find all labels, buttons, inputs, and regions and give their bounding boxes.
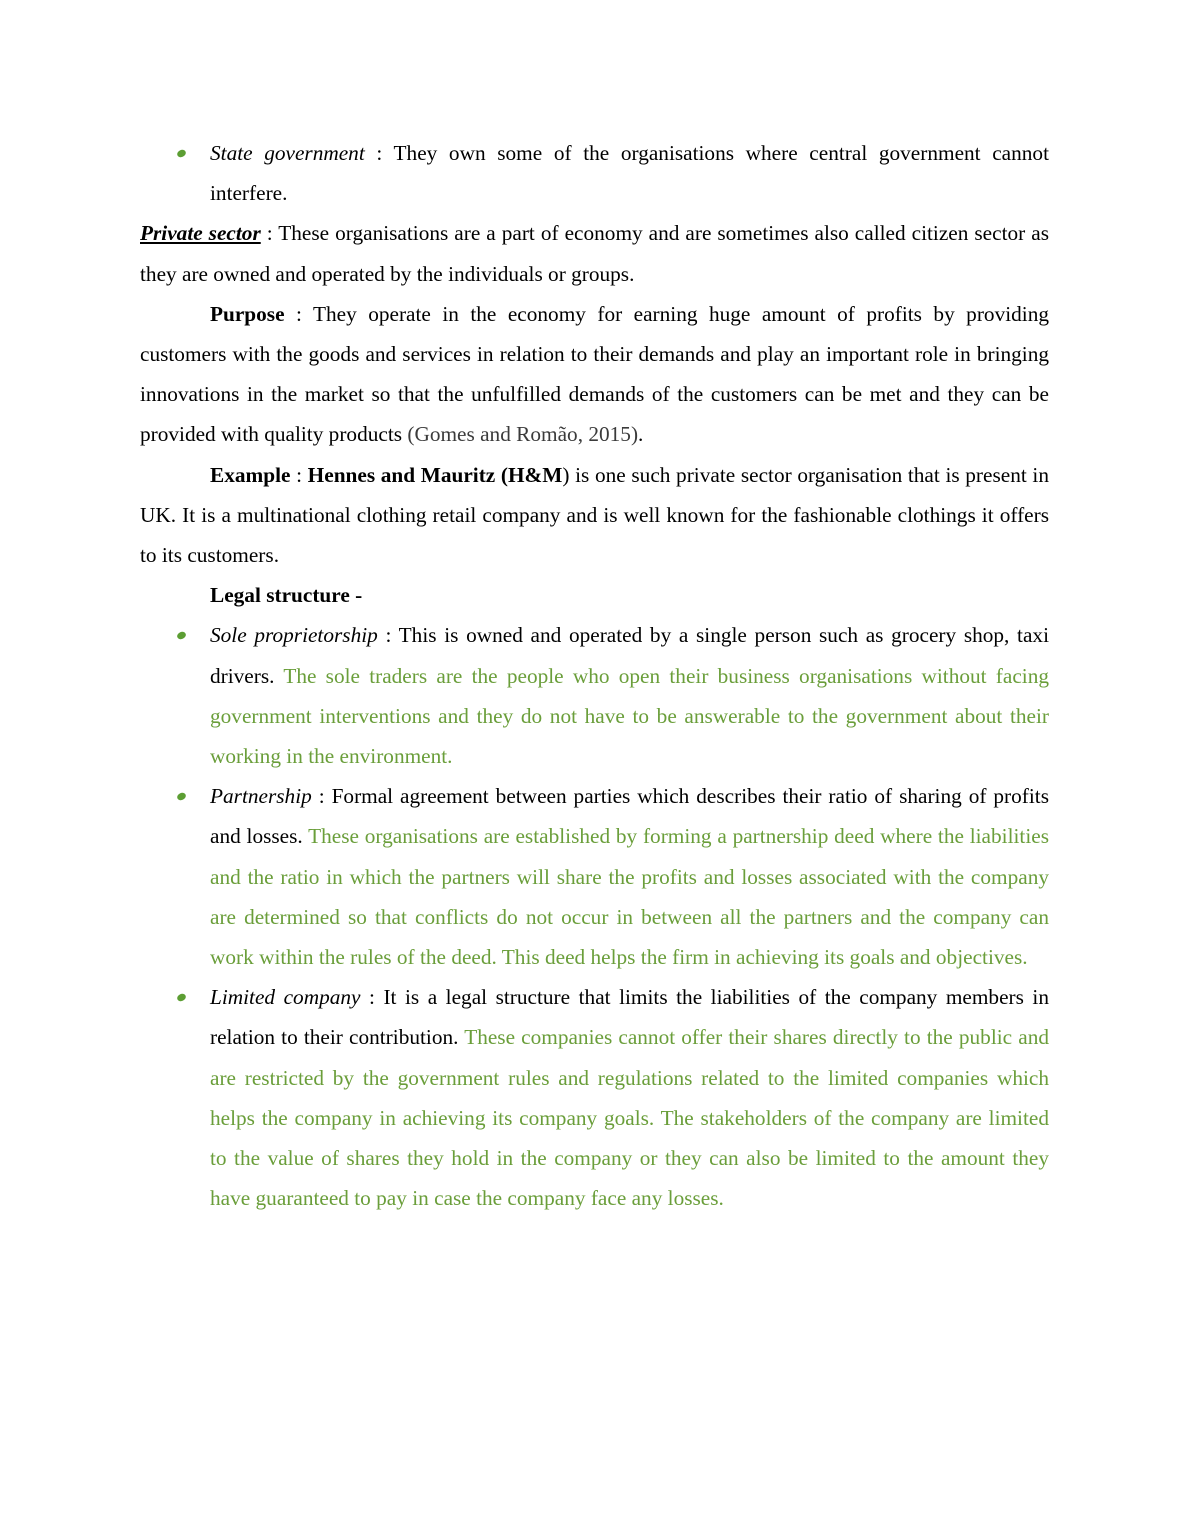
separator: : <box>284 301 313 326</box>
private-sector-term: Private sector <box>140 221 261 246</box>
item-green-text: These companies cannot offer their shares directly to the public and are restricted by the government rules and regulations related to the limited companies which helps the company in achieving its company goals. The stakeholders of the company are limited to the value of shares they hold in the company or they can also be limited to the amount they have guaranteed to pay in case the company face any losses. <box>210 1025 1049 1211</box>
item-term: Limited company <box>210 985 361 1010</box>
legal-structure-item-limited-company <box>140 977 1049 1218</box>
state-government-text: They own some of the organisations where central government cannot interfere. <box>210 141 1049 206</box>
item-text: This is owned and operated by a single person such as grocery shop, taxi drivers. <box>210 623 1049 688</box>
separator: : <box>290 462 308 487</box>
purpose-paragraph <box>140 294 1049 455</box>
item-green-text: These organisations are established by forming a partnership deed where the liabilities and the ratio in which the partners will share the profits and losses associated with the company are determined so that conflicts do not occur in between all the partners and the company can work within the rules of the deed. This deed helps the firm in achieving its goals and objectives. <box>210 824 1049 970</box>
bullet-icon <box>175 776 195 816</box>
separator: : <box>260 221 279 246</box>
state-government-item <box>140 133 1049 213</box>
bullet-icon <box>175 977 195 1017</box>
item-green-text: The sole traders are the people who open their business organisations without facing government interventions and they do not have to be answerable to the government about their working in the environment. <box>210 663 1049 769</box>
purpose-end: . <box>638 422 644 447</box>
item-text: Formal agreement between parties which describes their ratio of sharing of profits and losses. <box>210 784 1049 849</box>
purpose-citation: (Gomes and Romão, 2015) <box>407 422 639 447</box>
bullet-icon <box>175 615 195 655</box>
private-sector-paragraph <box>140 213 1049 293</box>
legal-structure-item-sole-proprietorship <box>140 615 1049 776</box>
separator: : <box>360 985 384 1010</box>
bullet-icon <box>175 133 195 173</box>
document-page <box>140 133 1049 1218</box>
example-label: Example <box>210 462 291 487</box>
item-text: It is a legal structure that limits the liabilities of the company members in relation to their contribution. <box>210 985 1049 1050</box>
example-company: Hennes and Mauritz (H&M <box>307 462 563 487</box>
legal-structure-heading: Legal structure - <box>210 583 363 608</box>
purpose-text: They operate in the economy for earning huge amount of profits by providing customers with the goods and services in relation to their demands and play an important role in bringing innovations in the market so that the unfulfilled demands of the customers can be met and they can be provided with quality products <box>140 301 1049 447</box>
private-sector-text: These organisations are a part of economy and are sometimes also called citizen sector as they are owned and operated by the individuals or groups. <box>140 221 1049 286</box>
state-government-term: State government <box>210 141 365 165</box>
separator: : <box>377 623 399 648</box>
separator: : <box>311 784 332 809</box>
item-term: Sole proprietorship <box>210 623 378 648</box>
example-text: ) is one such private sector organisation that is present in UK. It is a multinational clothing retail company and is well known for the fashionable clothings it offers to its customers. <box>140 462 1049 568</box>
purpose-label: Purpose <box>210 301 285 326</box>
item-term: Partnership <box>210 784 312 809</box>
example-paragraph <box>140 455 1049 576</box>
separator: : <box>364 141 394 165</box>
legal-structure-item-partnership <box>140 776 1049 977</box>
